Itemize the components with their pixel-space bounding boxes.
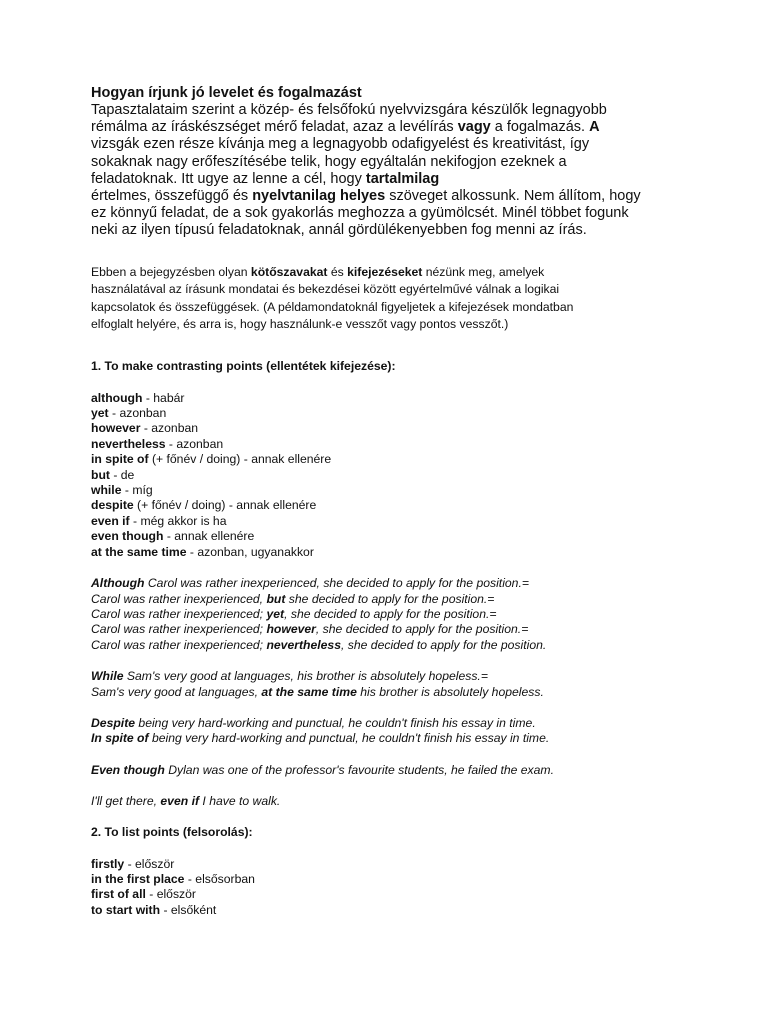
example-sentence [91,592,691,607]
example-group [91,794,691,809]
text-run: Carol was rather inexperienced; [91,622,267,637]
term: in the first place [91,871,185,886]
term-definition: - annak ellenére [163,529,255,544]
text-run: I'll get there, [91,794,161,809]
intro-line [91,102,691,119]
term-definition: - még akkor is ha [129,513,227,528]
text-run: being very hard-working and punctual, he couldn't finish his essay in time. [135,715,536,730]
term-item [91,545,691,560]
text-run: a fogalmazás. [490,119,590,136]
term-item [91,514,691,529]
text-run: Tapasztalataim szerint a közép- és felsőfokú nyelvvizsgára készülők legnagyobb [91,102,607,118]
term-definition: (+ főnév / doing) - annak ellenére [148,452,332,467]
term-definition: - azonban [165,436,224,451]
section-heading-listing: 2. To list points (felsorolás): [91,824,253,839]
description-line [91,316,691,334]
term: although [91,390,143,405]
term: yet [91,406,109,421]
example-group [91,763,691,778]
bold-text: kifejezéseket [347,264,423,279]
text-run: I have to walk. [199,794,281,809]
term: while [91,483,122,498]
bold-text: Although [91,576,145,591]
example-sentence [91,638,691,653]
text-run: sokaknak nagy erőfeszítésébe telik, hogy egyáltalán nekifogjon ezeknek a [91,153,567,170]
term-item [91,498,691,513]
document-page [91,84,691,918]
document-title: Hogyan írjunk jó levelet és fogalmazást [91,85,362,101]
text-run: Sam's very good at languages, [91,684,262,699]
text-run: , she decided to apply for the position. [340,637,547,652]
text-run: nézünk meg, amelyek [422,264,545,279]
contrasting-terms-list [91,391,691,560]
bold-text: Despite [91,715,136,730]
contrasting-examples [91,576,691,809]
term-definition: - azonban [140,421,199,436]
bold-text: In spite of [91,731,149,746]
text-run: feladatoknak. Itt ugye az lenne a cél, hogy [91,170,366,187]
example-sentence [91,622,691,637]
term-definition: - először [124,856,175,871]
text-run: Carol was rather inexperienced; [91,606,267,621]
term-item [91,452,691,467]
bold-text: however [266,622,316,637]
listing-terms-list [91,857,691,919]
term: however [91,421,141,436]
bold-text: yet [266,606,285,621]
text-run: értelmes, összefüggő és [91,188,253,205]
example-sentence [91,576,691,591]
intro-line [91,171,691,188]
term: even if [91,513,130,528]
description-paragraph [91,264,691,334]
intro-line [91,188,691,205]
intro-line [91,222,691,239]
text-run: Carol was rather inexperienced; [91,637,267,652]
bold-text: tartalmilag [365,170,440,187]
text-run: kapcsolatok és összefüggések. (A példamondatoknál figyeljetek a kifejezések mondatban [91,299,574,314]
example-sentence [91,716,691,731]
term: at the same time [91,544,187,559]
example-sentence [91,763,691,778]
term-definition: - habár [142,390,185,405]
text-run: szöveget alkossunk. Nem állítom, hogy [385,188,641,205]
text-run: neki az ilyen típusú feladatoknak, annál gördülékenyebben fog menni az írás. [91,222,587,239]
intro-paragraph [91,102,691,240]
intro-line [91,154,691,171]
text-run: Ebben a bejegyzésben olyan [91,264,251,279]
text-run: használatával az írásunk mondatai és bekezdései között egyértelművé válnak a logikai [91,282,560,297]
term: nevertheless [91,436,166,451]
text-run: Sam's very good at languages, his brother is absolutely hopeless.= [123,669,488,684]
example-sentence [91,669,691,684]
text-run: , she decided to apply for the position.= [284,606,497,621]
term-definition: - elsőként [160,902,217,917]
example-group [91,669,691,700]
bold-text: kötőszavakat [250,264,328,279]
term-item [91,903,691,918]
example-group [91,576,691,653]
term-item [91,468,691,483]
bold-text: A [589,119,600,136]
section-heading-contrasting: 1. To make contrasting points (ellentétek kifejezése): [91,358,396,373]
text-run: ez könnyű feladat, de a sok gyakorlás meghozza a gyümölcsét. Minél többet fogunk [91,205,629,222]
example-sentence [91,607,691,622]
term-definition: - azonban [108,406,167,421]
term-item [91,887,691,902]
text-run: Carol was rather inexperienced, [91,591,267,606]
term-definition: - míg [121,483,153,498]
text-run: Dylan was one of the professor's favourite students, he failed the exam. [164,762,554,777]
term-definition: (+ főnév / doing) - annak ellenére [133,498,317,513]
term-item [91,391,691,406]
term: even though [91,529,164,544]
bold-text: Even though [91,762,165,777]
term-definition: - azonban, ugyanakkor [186,544,314,559]
term-item [91,483,691,498]
example-group [91,716,691,747]
text-run: vizsgák ezen része kívánja meg a legnagyobb odafigyelést és kreativitást, így [91,136,590,153]
description-line [91,264,691,282]
text-run: , she decided to apply for the position.= [315,622,529,637]
bold-text: but [266,591,286,606]
term: to start with [91,902,161,917]
term: despite [91,498,134,513]
term-item [91,857,691,872]
term-definition: - először [145,887,196,902]
term-definition: - de [109,467,135,482]
example-sentence [91,685,691,700]
description-line [91,299,691,317]
term-item [91,529,691,544]
intro-line [91,205,691,222]
term-item [91,406,691,421]
term-item [91,437,691,452]
bold-text: vagy [457,119,491,136]
bold-text: While [91,669,124,684]
text-run: being very hard-working and punctual, he couldn't finish his essay in time. [148,731,550,746]
intro-line [91,119,691,136]
text-run: Carol was rather inexperienced, she decided to apply for the position.= [144,576,529,591]
text-run: elfoglalt helyére, és arra is, hogy használunk-e vesszőt vagy pontos vesszőt.) [91,317,509,332]
text-run: és [327,264,348,279]
intro-line [91,136,691,153]
text-run: his brother is absolutely hopeless. [356,684,544,699]
bold-text: nyelvtanilag helyes [252,188,386,205]
term-item [91,421,691,436]
example-sentence [91,731,691,746]
bold-text: even if [160,794,200,809]
text-run: rémálma az íráskészséget mérő feladat, azaz a levélírás [91,119,458,136]
text-run: she decided to apply for the position.= [285,591,495,606]
example-sentence [91,794,691,809]
term-definition: - elsősorban [184,871,255,886]
bold-text: nevertheless [266,637,341,652]
term: in spite of [91,452,149,467]
bold-text: at the same time [261,684,357,699]
term: first of all [91,887,146,902]
term: but [91,467,110,482]
term: firstly [91,856,125,871]
term-item [91,872,691,887]
description-line [91,281,691,299]
